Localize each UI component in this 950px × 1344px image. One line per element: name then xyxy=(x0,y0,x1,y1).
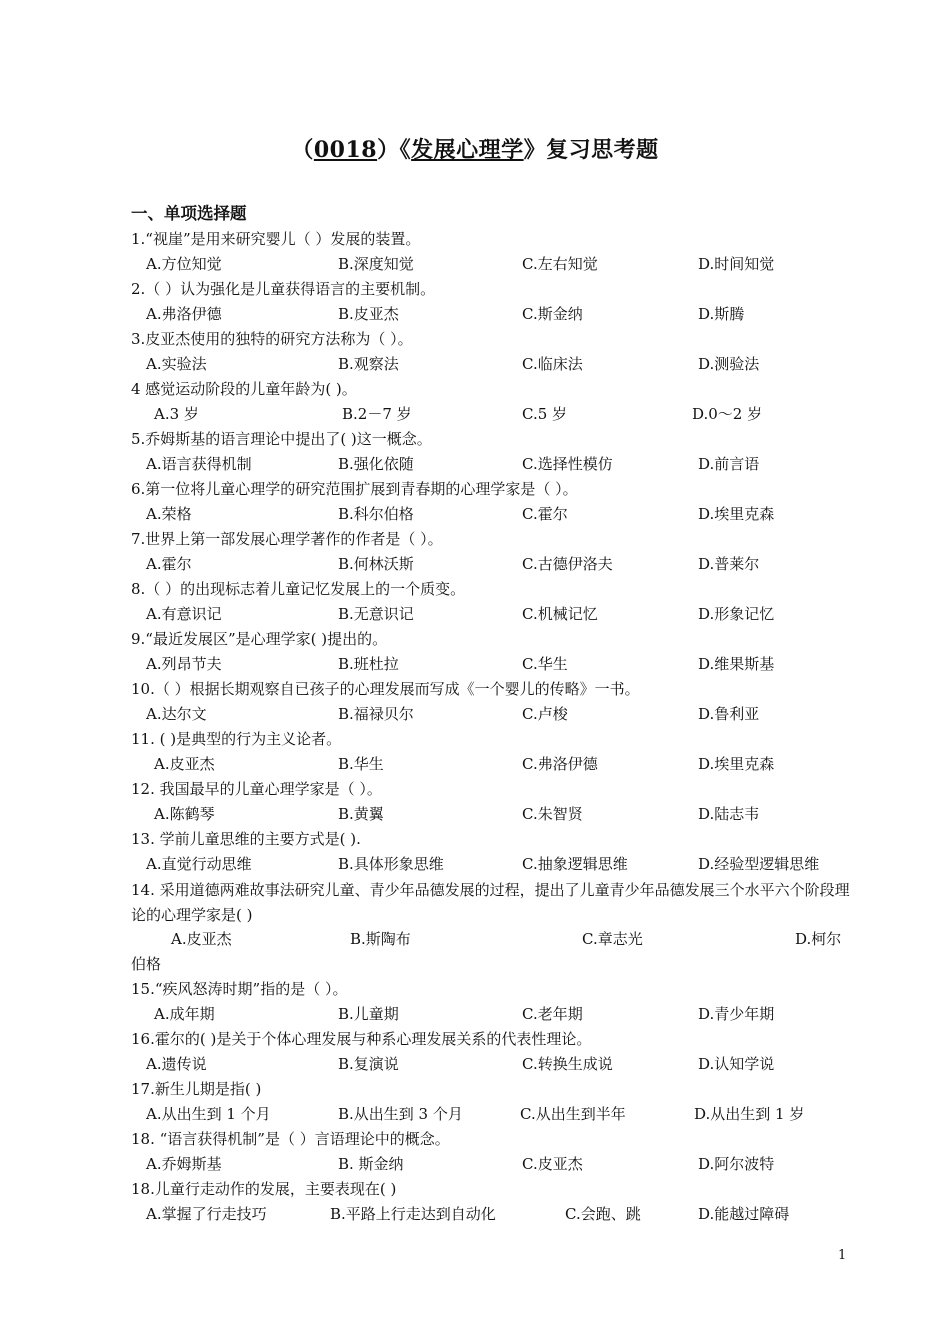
option-d: D.阿尔波特 xyxy=(698,1155,775,1173)
option-b: B.强化依随 xyxy=(338,455,414,473)
question-text: 13. 学前儿童思维的主要方式是( ). xyxy=(131,830,361,848)
question-text: 5.乔姆斯基的语言理论中提出了( )这一概念。 xyxy=(131,430,432,448)
option-b: B.黄翼 xyxy=(338,805,384,823)
option-row xyxy=(0,453,950,475)
option-row xyxy=(0,353,950,375)
option-row xyxy=(0,253,950,275)
option-row xyxy=(0,1003,950,1025)
option-d: D.能越过障碍 xyxy=(698,1205,790,1223)
option-a: A.有意识记 xyxy=(146,605,222,623)
option-d: D.柯尔 xyxy=(795,930,842,948)
question-text: 15.“疾风怒涛时期”指的是（ ）。 xyxy=(131,980,348,998)
option-row xyxy=(0,503,950,525)
option-row xyxy=(0,753,950,775)
option-b: B.何林沃斯 xyxy=(338,555,414,573)
option-c: C.斯金纳 xyxy=(522,305,583,323)
option-a: A.遗传说 xyxy=(146,1055,207,1073)
option-a: A.从出生到 1 个月 xyxy=(146,1105,271,1123)
option-continuation: 伯格 xyxy=(131,955,162,973)
option-c: C.选择性模仿 xyxy=(522,455,613,473)
option-a: A.成年期 xyxy=(154,1005,215,1023)
question-text: 8.（ ）的出现标志着儿童记忆发展上的一个质变。 xyxy=(131,580,466,598)
option-a: A.皮亚杰 xyxy=(171,930,232,948)
question-text: 14. 采用道德两难故事法研究儿童、青少年品德发展的过程，提出了儿童青少年品德发展三个水平六个阶段理论的心理学家是( ) xyxy=(131,881,850,924)
option-a: A.方位知觉 xyxy=(146,255,222,273)
option-c: C.会跑、跳 xyxy=(565,1205,641,1223)
option-d: D.形象记忆 xyxy=(698,605,775,623)
option-b: B.具体形象思维 xyxy=(338,855,444,873)
option-d: D.鲁利亚 xyxy=(698,705,760,723)
title-rest: ）《发展心理学》复习思考题 xyxy=(377,137,659,163)
option-d: D.斯腾 xyxy=(698,305,745,323)
option-a: A.皮亚杰 xyxy=(154,755,215,773)
question-text: 16.霍尔的( )是关于个体心理发展与种系心理发展关系的代表性理论。 xyxy=(131,1030,592,1048)
option-c: C.转换生成说 xyxy=(522,1055,613,1073)
question-text: 18. “语言获得机制”是（ ）言语理论中的概念。 xyxy=(131,1130,450,1148)
option-c: C.古德伊洛夫 xyxy=(522,555,613,573)
option-c: C.卢梭 xyxy=(522,705,568,723)
question-text: 10.（ ）根据长期观察自已孩子的心理发展而写成《一个婴儿的传略》一书。 xyxy=(131,680,640,698)
question-text: 6.第一位将儿童心理学的研究范围扩展到青春期的心理学家是（ ）。 xyxy=(131,480,578,498)
option-row xyxy=(0,653,950,675)
option-row xyxy=(0,1153,950,1175)
option-d: D.时间知觉 xyxy=(698,255,775,273)
option-row xyxy=(0,803,950,825)
option-a: A.乔姆斯基 xyxy=(146,1155,222,1173)
option-row xyxy=(0,853,950,875)
option-d: D.从出生到 1 岁 xyxy=(694,1105,805,1123)
option-a: A.列昂节夫 xyxy=(146,655,222,673)
title-book-name: 发展心理学 xyxy=(411,137,524,163)
option-c: C.抽象逻辑思维 xyxy=(522,855,628,873)
question-text: 18.儿童行走动作的发展，主要表现在( ) xyxy=(131,1180,397,1198)
option-b: B.皮亚杰 xyxy=(338,305,399,323)
question-text: 11. ( )是典型的行为主义论者。 xyxy=(131,730,342,748)
option-b: B.科尔伯格 xyxy=(338,505,414,523)
question-text: 7.世界上第一部发展心理学著作的作者是（ ）。 xyxy=(131,530,443,548)
option-c: C.华生 xyxy=(522,655,568,673)
title-open-paren: （ xyxy=(291,137,314,163)
option-d: D.埃里克森 xyxy=(698,755,775,773)
option-row xyxy=(0,553,950,575)
option-row xyxy=(0,403,950,425)
option-c: C.朱智贤 xyxy=(522,805,583,823)
option-d: D.青少年期 xyxy=(698,1005,775,1023)
option-c: C.弗洛伊德 xyxy=(522,755,598,773)
option-b: B.2－7 岁 xyxy=(342,405,412,423)
section-heading: 一、单项选择题 xyxy=(131,204,247,223)
option-row xyxy=(0,928,950,950)
question-text: 17.新生儿期是指( ) xyxy=(131,1080,262,1098)
option-b: B.复演说 xyxy=(338,1055,399,1073)
option-a: A.直觉行动思维 xyxy=(146,855,252,873)
option-d: D.0～2 岁 xyxy=(692,405,763,423)
option-b: B.班杜拉 xyxy=(338,655,399,673)
option-row xyxy=(0,703,950,725)
question-text: 1.“视崖”是用来研究婴儿（ ）发展的装置。 xyxy=(131,230,421,248)
option-d: D.测验法 xyxy=(698,355,760,373)
option-d: D.维果斯基 xyxy=(698,655,775,673)
option-b: B.平路上行走达到自动化 xyxy=(330,1205,496,1223)
question-text: 4 感觉运动阶段的儿童年龄为( )。 xyxy=(131,380,357,398)
option-b: B.华生 xyxy=(338,755,384,773)
option-a: A.陈鹤琴 xyxy=(154,805,215,823)
option-d: D.普莱尔 xyxy=(698,555,760,573)
option-c: C.机械记忆 xyxy=(522,605,598,623)
option-c: C.从出生到半年 xyxy=(520,1105,626,1123)
option-b: B.观察法 xyxy=(338,355,399,373)
option-a: A.霍尔 xyxy=(146,555,192,573)
option-a: A.荣格 xyxy=(146,505,192,523)
option-b: B.从出生到 3 个月 xyxy=(338,1105,463,1123)
document-title xyxy=(0,133,950,164)
option-row xyxy=(0,303,950,325)
option-b: B.无意识记 xyxy=(338,605,414,623)
option-c: C.左右知觉 xyxy=(522,255,598,273)
option-c: C.皮亚杰 xyxy=(522,1155,583,1173)
question-text: 12. 我国最早的儿童心理学家是（ ）。 xyxy=(131,780,382,798)
option-a: A.掌握了行走技巧 xyxy=(146,1205,267,1223)
question-text: 9.“最近发展区”是心理学家( )提出的。 xyxy=(131,630,388,648)
option-c: C.5 岁 xyxy=(522,405,568,423)
option-a: A.达尔文 xyxy=(146,705,207,723)
option-a: A.弗洛伊德 xyxy=(146,305,222,323)
option-b: B.福禄贝尔 xyxy=(338,705,414,723)
option-c: C.霍尔 xyxy=(522,505,568,523)
option-d: D.陆志韦 xyxy=(698,805,760,823)
option-row xyxy=(0,1053,950,1075)
option-c: C.章志光 xyxy=(582,930,643,948)
option-d: D.经验型逻辑思维 xyxy=(698,855,820,873)
option-b: B.儿童期 xyxy=(338,1005,399,1023)
question-text: 3.皮亚杰使用的独特的研究方法称为（ ）。 xyxy=(131,330,413,348)
option-a: A.3 岁 xyxy=(154,405,199,423)
option-row xyxy=(0,603,950,625)
option-c: C.临床法 xyxy=(522,355,583,373)
option-d: D.埃里克森 xyxy=(698,505,775,523)
question-text: 2.（ ）认为强化是儿童获得语言的主要机制。 xyxy=(131,280,436,298)
page-number: 1 xyxy=(838,1248,847,1263)
option-row xyxy=(0,1203,950,1225)
option-c: C.老年期 xyxy=(522,1005,583,1023)
option-a: A.实验法 xyxy=(146,355,207,373)
option-b: B.深度知觉 xyxy=(338,255,414,273)
option-a: A.语言获得机制 xyxy=(146,455,252,473)
option-d: D.前言语 xyxy=(698,455,760,473)
option-d: D.认知学说 xyxy=(698,1055,775,1073)
title-code: 0018 xyxy=(313,137,378,163)
option-row xyxy=(0,1103,950,1125)
option-b: B. 斯金纳 xyxy=(338,1155,404,1173)
option-b: B.斯陶布 xyxy=(350,930,411,948)
